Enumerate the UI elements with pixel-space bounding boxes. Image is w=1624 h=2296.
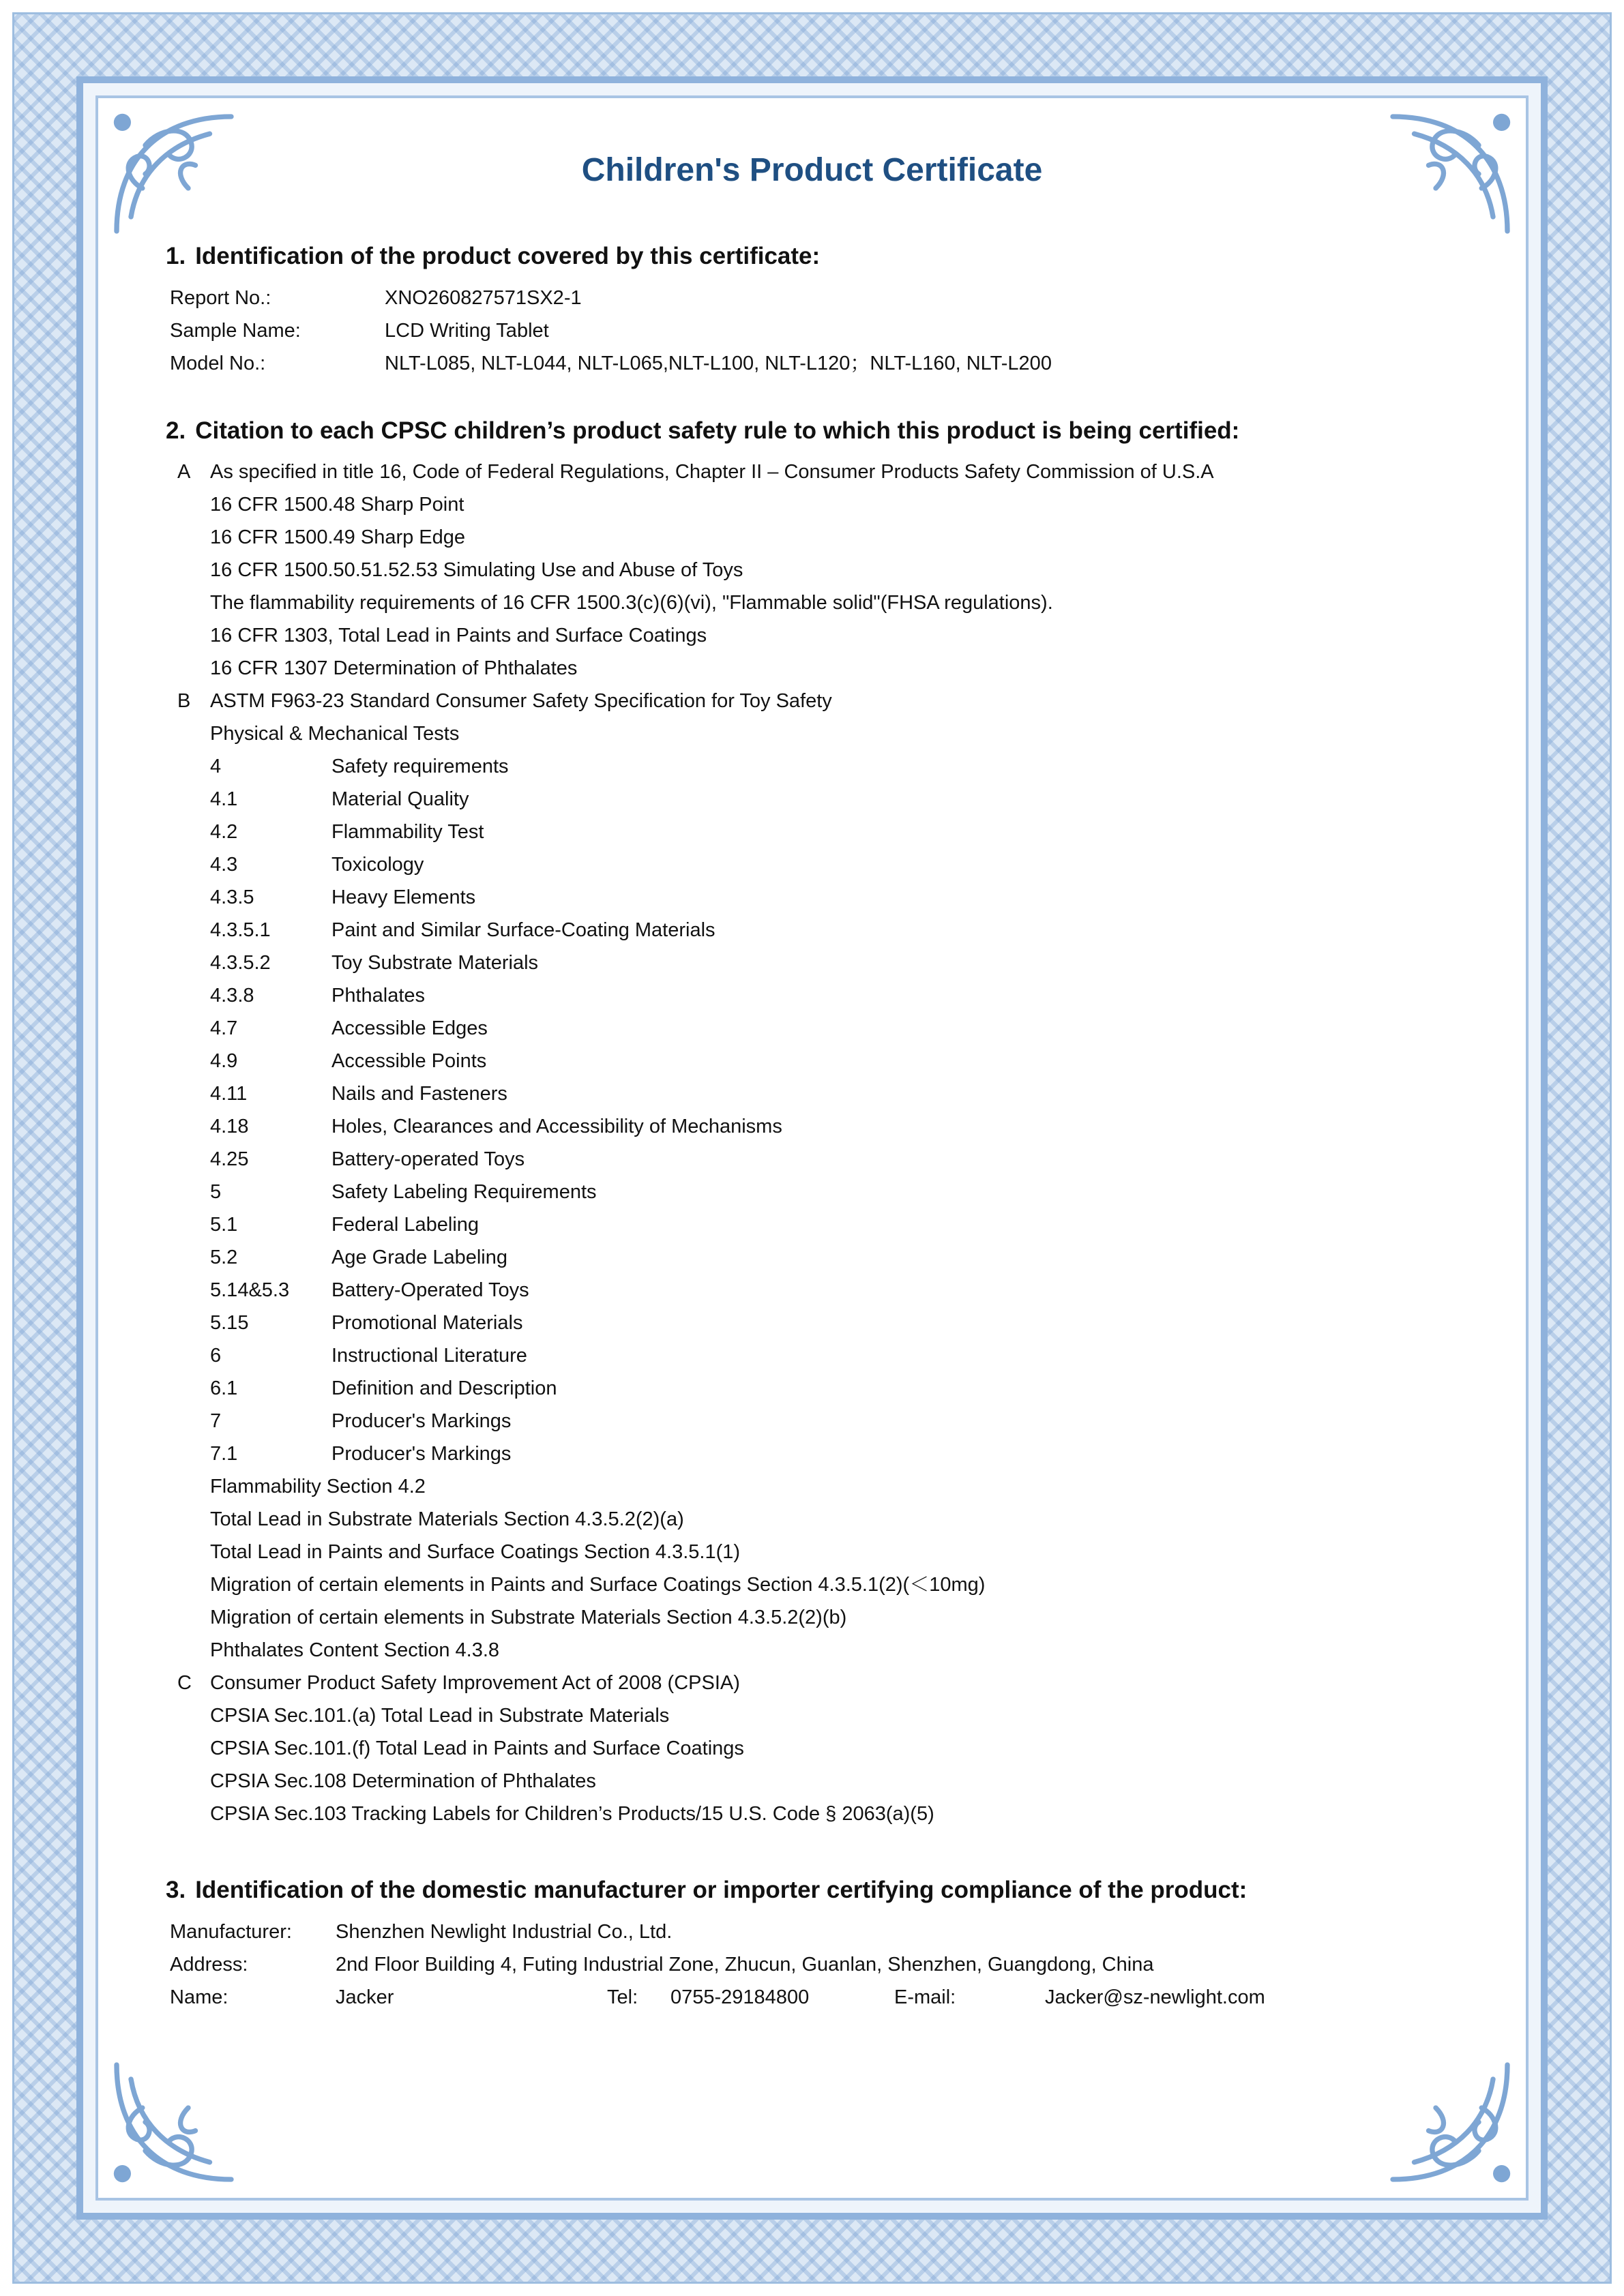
clause-number: 6.1 (210, 1377, 238, 1399)
section3-heading-text: Identification of the domestic manufacturer or importer certifying compliance of the product: (195, 1877, 1247, 1903)
section1-heading (166, 243, 820, 270)
part-a-item: 16 CFR 1500.49 Sharp Edge (210, 526, 466, 548)
part-a-title: As specified in title 16, Code of Federal Regulations, Chapter II – Consumer Products Safety Commission of U.S.A (210, 461, 1214, 483)
clause-description: Nails and Fasteners (331, 1083, 507, 1105)
clause-number: 7 (210, 1410, 222, 1432)
part-a-item: 16 CFR 1500.48 Sharp Point (210, 494, 464, 516)
clause-description: Toy Substrate Materials (331, 952, 539, 974)
part-a-item: 16 CFR 1303, Total Lead in Paints and Surface Coatings (210, 625, 707, 646)
clause-number: 4.25 (210, 1148, 249, 1170)
clause-number: 4.1 (210, 788, 238, 810)
clause-description: Producer's Markings (331, 1410, 512, 1432)
section2-heading-text: Citation to each CPSC children’s product safety rule to which this product is being certified: (195, 417, 1240, 444)
sample-name-label: Sample Name: (170, 320, 301, 342)
certificate-title: Children's Product Certificate (581, 152, 1043, 188)
part-b-title: ASTM F963-23 Standard Consumer Safety Specification for Toy Safety (210, 690, 832, 712)
clause-description: Safety Labeling Requirements (331, 1181, 597, 1203)
clause-number: 4.3 (210, 854, 238, 876)
section2-heading (166, 417, 1239, 445)
section1-heading-text: Identification of the product covered by this certificate: (195, 243, 821, 269)
clause-description: Phthalates (331, 985, 426, 1007)
address-label: Address: (170, 1954, 248, 1976)
clause-description: Battery-operated Toys (331, 1148, 525, 1170)
part-c-title: Consumer Product Safety Improvement Act of 2008 (CPSIA) (210, 1672, 740, 1694)
clause-number: 4 (210, 756, 222, 777)
section2-number: 2. (166, 417, 186, 444)
tel-value: 0755-29184800 (670, 1986, 810, 2008)
sample-name-value: LCD Writing Tablet (385, 320, 549, 342)
clause-description: Accessible Edges (331, 1017, 488, 1039)
part-c-letter: C (177, 1672, 192, 1694)
manufacturer-value: Shenzhen Newlight Industrial Co., Ltd. (336, 1921, 673, 1943)
part-b-subtitle: Physical & Mechanical Tests (210, 723, 460, 745)
clause-number: 4.9 (210, 1050, 238, 1072)
part-a-letter: A (177, 461, 191, 483)
part-a-item: 16 CFR 1307 Determination of Phthalates (210, 657, 578, 679)
clause-number: 5.14&5.3 (210, 1279, 290, 1301)
clause-number: 6 (210, 1345, 222, 1367)
clause-number: 5 (210, 1181, 222, 1203)
clause-description: Promotional Materials (331, 1312, 523, 1334)
part-b-extra-item: Total Lead in Paints and Surface Coatings Section 4.3.5.1(1) (210, 1541, 741, 1563)
tel-label: Tel: (607, 1986, 638, 2008)
part-a-item: The flammability requirements of 16 CFR 1500.3(c)(6)(vi), "Flammable solid"(FHSA regulations). (210, 592, 1053, 614)
part-c-item: CPSIA Sec.101.(f) Total Lead in Paints and Surface Coatings (210, 1738, 744, 1759)
clause-number: 5.2 (210, 1247, 238, 1268)
clause-number: 7.1 (210, 1443, 238, 1465)
clause-number: 4.3.5.2 (210, 952, 271, 974)
clause-description: Age Grade Labeling (331, 1247, 507, 1268)
part-c-item: CPSIA Sec.108 Determination of Phthalates (210, 1770, 596, 1792)
email-value: Jacker@sz-newlight.com (1045, 1986, 1265, 2008)
contact-name-label: Name: (170, 1986, 228, 2008)
clause-description: Instructional Literature (331, 1345, 527, 1367)
clause-number: 4.11 (210, 1083, 248, 1105)
clause-description: Flammability Test (331, 821, 484, 843)
clause-description: Accessible Points (331, 1050, 487, 1072)
clause-number: 4.2 (210, 821, 238, 843)
part-c-item: CPSIA Sec.101.(a) Total Lead in Substrate Materials (210, 1705, 670, 1727)
manufacturer-label: Manufacturer: (170, 1921, 292, 1943)
email-label: E-mail: (894, 1986, 956, 2008)
clause-number: 4.18 (210, 1116, 249, 1137)
clause-description: Definition and Description (331, 1377, 557, 1399)
clause-description: Toxicology (331, 854, 424, 876)
part-b-extra-item: Phthalates Content Section 4.3.8 (210, 1639, 500, 1661)
clause-description: Holes, Clearances and Accessibility of Mechanisms (331, 1116, 782, 1137)
clause-number: 4.7 (210, 1017, 238, 1039)
clause-description: Heavy Elements (331, 886, 476, 908)
clause-number: 4.3.8 (210, 985, 254, 1007)
part-b-extra-item: Flammability Section 4.2 (210, 1476, 426, 1497)
section1-number: 1. (166, 243, 186, 269)
part-b-letter: B (177, 690, 191, 712)
contact-name-value: Jacker (336, 1986, 394, 2008)
model-no-label: Model No.: (170, 353, 266, 374)
part-b-extra-item: Migration of certain elements in Substrate Materials Section 4.3.5.2(2)(b) (210, 1607, 847, 1628)
address-value: 2nd Floor Building 4, Futing Industrial Zone, Zhucun, Guanlan, Shenzhen, Guangdong, China (336, 1954, 1154, 1976)
part-a-item: 16 CFR 1500.50.51.52.53 Simulating Use and Abuse of Toys (210, 559, 743, 581)
part-c-item: CPSIA Sec.103 Tracking Labels for Children’s Products/15 U.S. Code § 2063(a)(5) (210, 1803, 934, 1825)
clause-description: Producer's Markings (331, 1443, 512, 1465)
clause-number: 5.1 (210, 1214, 238, 1236)
clause-number: 4.3.5.1 (210, 919, 271, 941)
clause-description: Paint and Similar Surface-Coating Materials (331, 919, 715, 941)
report-no-value: XNO260827571SX2-1 (385, 287, 582, 309)
clause-description: Battery-Operated Toys (331, 1279, 529, 1301)
section3-number: 3. (166, 1877, 186, 1903)
clause-description: Safety requirements (331, 756, 509, 777)
clause-number: 4.3.5 (210, 886, 254, 908)
model-no-value: NLT-L085, NLT-L044, NLT-L065,NLT-L100, NLT-L120；NLT-L160, NLT-L200 (385, 353, 1052, 374)
part-b-extra-item: Migration of certain elements in Paints and Surface Coatings Section 4.3.5.1(2)(＜10mg) (210, 1574, 986, 1596)
clause-number: 5.15 (210, 1312, 249, 1334)
report-no-label: Report No.: (170, 287, 271, 309)
part-b-extra-item: Total Lead in Substrate Materials Section 4.3.5.2(2)(a) (210, 1508, 684, 1530)
section3-heading (166, 1877, 1247, 1904)
clause-description: Material Quality (331, 788, 469, 810)
clause-description: Federal Labeling (331, 1214, 479, 1236)
